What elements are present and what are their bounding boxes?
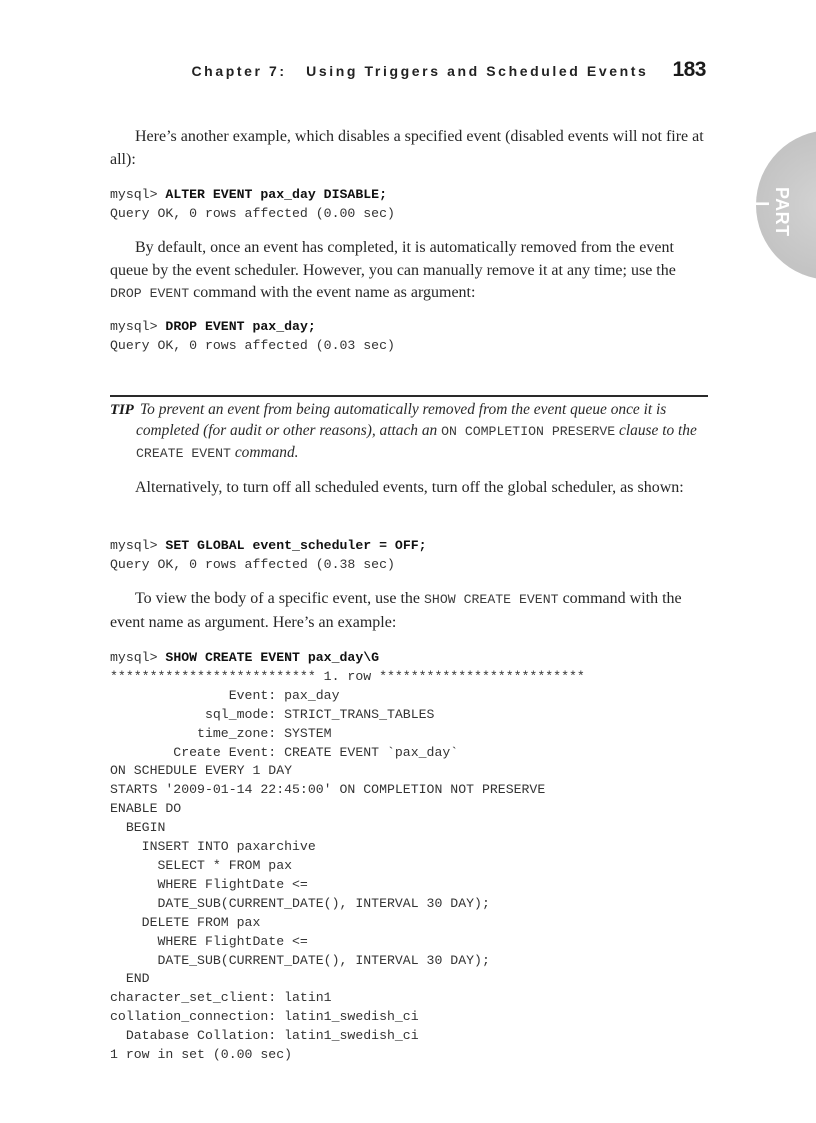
- inline-code: SHOW CREATE EVENT: [424, 592, 559, 607]
- code-prompt: mysql>: [110, 319, 166, 334]
- paragraph-disable-event: [110, 126, 708, 171]
- code-result: Query OK, 0 rows affected (0.00 sec): [110, 205, 395, 221]
- tip-divider: [110, 395, 708, 397]
- paragraph-text: By default, once an event has completed, it is automatically removed from the event queue by the event scheduler. However, you can manually remove it at any time; use the: [110, 239, 676, 279]
- code-command: SET GLOBAL event_scheduler = OFF;: [165, 538, 427, 553]
- tip-label: TIP: [110, 402, 134, 418]
- tip-text: command.: [230, 443, 299, 461]
- paragraph-text: Here’s another example, which disables a specified event (disabled events will not fire at all):: [110, 128, 704, 168]
- code-prompt: mysql>: [110, 187, 166, 202]
- running-head: [191, 58, 706, 84]
- code-block-show-create: [110, 649, 585, 1065]
- paragraph-text: command with the event name as argument. Here’s an example:: [110, 590, 682, 631]
- tip-box: [110, 400, 708, 465]
- inline-code: ON COMPLETION PRESERVE: [441, 423, 616, 439]
- part-tab-label: PART I: [752, 187, 792, 237]
- tip-text: To prevent an event from being automatically removed from the event queue once it is completed (for audit or other reasons), attach an: [136, 401, 667, 439]
- inline-code: DROP EVENT: [110, 286, 190, 301]
- code-command: SHOW CREATE EVENT pax_day\G: [165, 650, 380, 665]
- code-prompt: mysql>: [110, 538, 166, 553]
- paragraph-drop-event: [110, 237, 708, 306]
- paragraph-text: Alternatively, to turn off all scheduled events, turn off the global scheduler, as shown:: [135, 479, 684, 496]
- code-block-drop-event: [110, 318, 395, 356]
- code-block-alter-event: [110, 186, 395, 224]
- paragraph-global-scheduler: [110, 477, 708, 500]
- page-number: 183: [672, 58, 706, 81]
- paragraph-text: To view the body of a specific event, use the: [135, 590, 425, 607]
- code-block-set-global: [110, 537, 427, 575]
- code-result: Query OK, 0 rows affected (0.03 sec): [110, 337, 395, 353]
- code-command: ALTER EVENT pax_day DISABLE;: [165, 187, 387, 202]
- paragraph-text: command with the event name as argument:: [189, 284, 476, 301]
- code-command: DROP EVENT pax_day;: [165, 319, 316, 334]
- code-result: Query OK, 0 rows affected (0.38 sec): [110, 556, 395, 572]
- inline-code: CREATE EVENT: [136, 445, 231, 461]
- code-prompt: mysql>: [110, 650, 166, 665]
- chapter-title: Chapter 7: Using Triggers and Scheduled Events: [191, 63, 649, 79]
- code-output: ************************** 1. row ************************** Event: pax_day sql_mode: STRICT_TRANS_TABLES time_zone: SYSTEM Create Event: CREATE EVENT `pax_day` ON SCHEDULE EVERY 1 DAY STARTS '2009-01-14 22:45:00' ON COMPLETION NOT PRESERVE ENABLE DO BEGIN INSERT INTO paxarchive SELECT * FROM pax WHERE FlightDate <= DATE_SUB(CURRENT_DATE(), INTERVAL 30 DAY); DELETE FROM pax WHERE FlightDate <= DATE_SUB(CURRENT_DATE(), INTERVAL 30 DAY); END character_set_client: latin1 collation_connection: latin1_swedish_ci Database Collation: latin1_swedish_ci 1 row in set (0.00 sec): [110, 668, 585, 1063]
- paragraph-show-create: [110, 588, 708, 634]
- tip-text: clause to the: [615, 421, 697, 439]
